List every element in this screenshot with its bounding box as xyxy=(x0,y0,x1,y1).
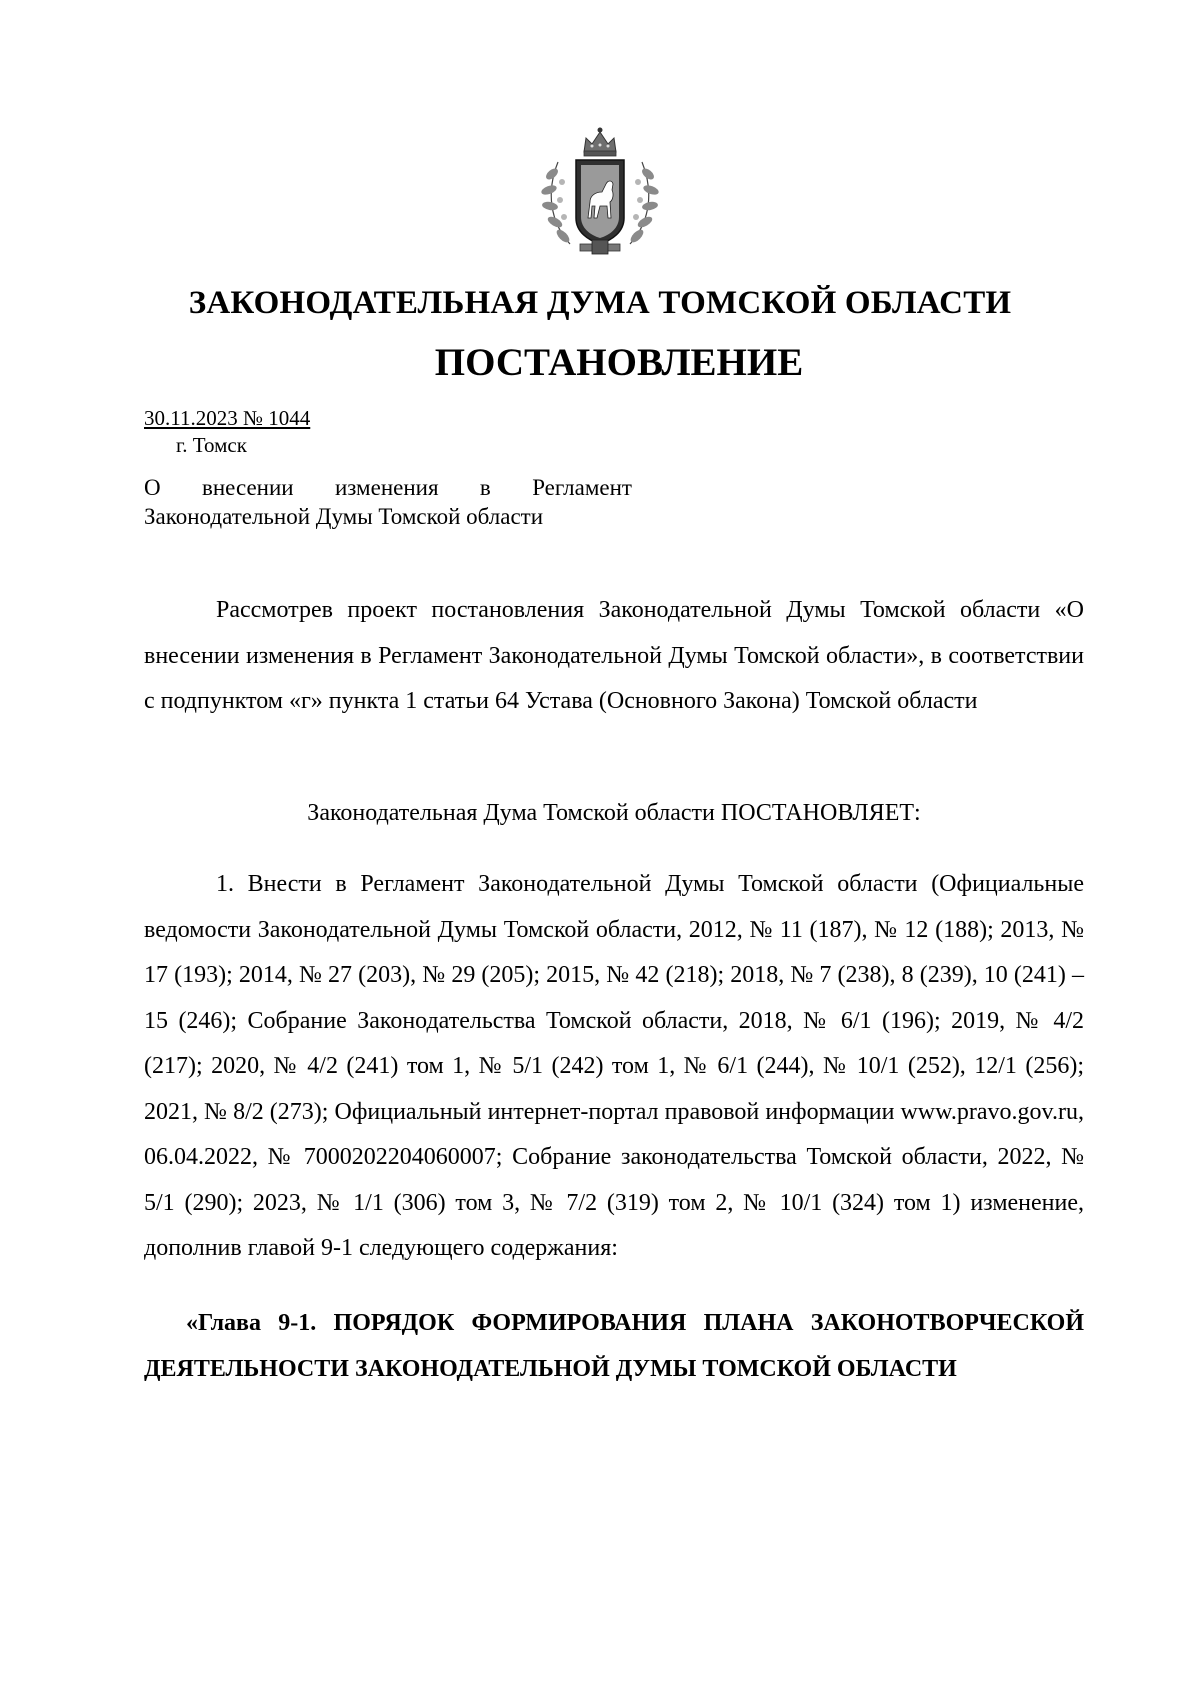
document-subject xyxy=(144,473,632,531)
document-date-number: 30.11.2023 № 1044 xyxy=(144,406,311,430)
document-type: ПОСТАНОВЛЕНИЕ xyxy=(434,341,804,384)
subject-word: изменения xyxy=(334,475,439,500)
coat-of-arms-icon xyxy=(540,122,660,257)
item-1-paragraph: 1. Внести в Регламент Законодательной Думы Томской области (Официальные ведомости Законодательной Думы Томской области, 2012, № 11 (187), № 12 (188); 2013, № 17 (193); 2014, № 27 (203), № 29 (205); 2015, № 42 (218); 2018, № 7 (238), 8 (239), 10 (241) – 15 (246); Собрание Законодательства Томской области, 2018, № 6/1 (196); 2019, № 4/2 (217); 2020, № 4/2 (241) том 1, № 5/1 (242) том 1, № 6/1 (244), № 10/1 (252), 12/1 (256); 2021, № 8/2 (273); Официальный интернет-портал правовой информации www.pravo.gov.ru, 06.04.2022, № 7000202204060007; Собрание законодательства Томской области, 2022, № 5/1 (290); 2023, № 1/1 (306) том 3, № 7/2 (319) том 2, № 10/1 (324) том 1) изменение, дополнив главой 9-1 следующего содержания: xyxy=(144,871,1084,1261)
subject-word: Регламент xyxy=(532,475,632,500)
document-city: г. Томск xyxy=(176,433,247,457)
chapter-heading: «Глава 9-1. ПОРЯДОК ФОРМИРОВАНИЯ ПЛАНА ЗАКОНОТВОРЧЕСКОЙ ДЕЯТЕЛЬНОСТИ ЗАКОНОДАТЕЛЬНОЙ ДУМЫ ТОМСКОЙ ОБЛАСТИ xyxy=(144,1310,1084,1382)
preamble-paragraph: Рассмотрев проект постановления Законодательной Думы Томской области «О внесении изменения в Регламент Законодательной Думы Томской области», в соответствии с подпунктом «г» пункта 1 статьи 64 Устава (Основного Закона) Томской области xyxy=(144,597,1084,714)
subject-line-1 xyxy=(144,473,632,502)
subject-word: внесении xyxy=(202,475,294,500)
subject-word: в xyxy=(479,475,491,500)
resolves-line: Законодательная Дума Томской области ПОСТАНОВЛЯЕТ: xyxy=(307,800,921,826)
org-title: ЗАКОНОДАТЕЛЬНАЯ ДУМА ТОМСКОЙ ОБЛАСТИ xyxy=(188,285,1012,321)
subject-word: О xyxy=(144,475,161,500)
subject-line-2: Законодательной Думы Томской области xyxy=(144,504,544,529)
